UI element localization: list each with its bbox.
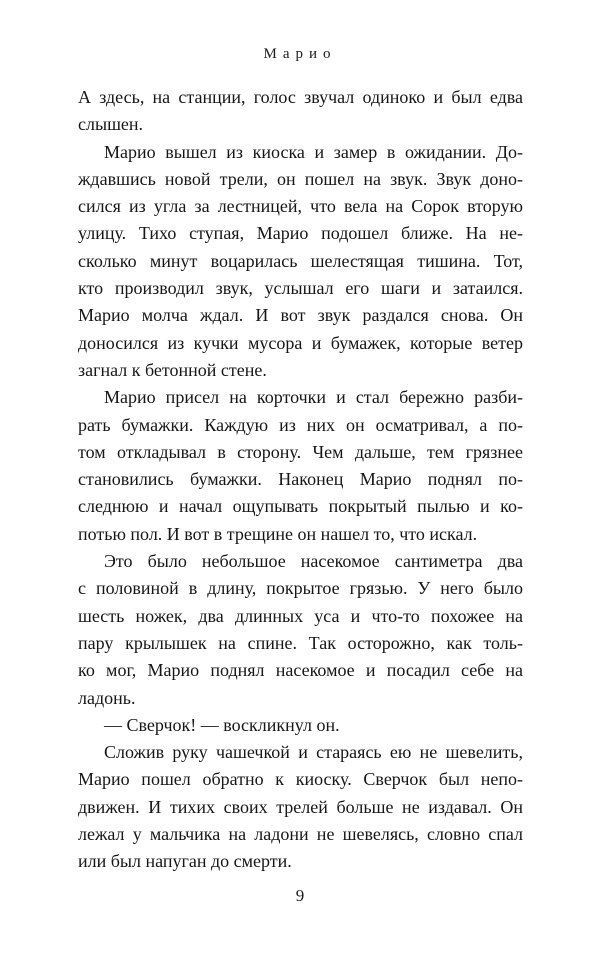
text-line: с половиной в длину, покрытое грязью. У него было: [78, 578, 523, 599]
text-line: улицу. Тихо ступая, Марио подошел ближе. На не-: [78, 223, 523, 244]
text-line: доносился из кучки мусора и бумажек, которые ветер: [78, 332, 523, 353]
text-line: следнюю и начал ощупывать покрытый пылью и ко-: [78, 496, 523, 517]
text-line: том откладывал в сторону. Чем дальше, тем грязнее: [78, 441, 523, 462]
text-line: Марио присел на корточки и стал бережно разби-: [104, 387, 523, 408]
text-line: Марио молча ждал. И вот звук раздался снова. Он: [78, 305, 523, 326]
text-line: Это было небольшое насекомое сантиметра два: [104, 551, 523, 572]
text-line: движен. И тихих своих трелей больше не издавал. Он: [78, 796, 523, 817]
text-line: или был напуган до смерти.: [78, 851, 292, 872]
page-number: 9: [295, 886, 305, 905]
text-line: кто производил звук, услышал его шаги и затаился.: [78, 278, 523, 299]
paragraph: [78, 84, 523, 139]
text-line: Сложив руку чашечкой и стараясь ею не шевелить,: [104, 742, 523, 763]
text-line: лежал у мальчика на ладони не шевелясь, словно спал: [78, 824, 523, 845]
paragraph: [78, 739, 523, 875]
text-line: слышен.: [78, 114, 144, 135]
running-header: Марио: [263, 46, 337, 62]
text-line: рать бумажки. Каждую из них он осматривал, а по-: [78, 414, 523, 435]
paragraph: [78, 548, 523, 712]
text-line: становились бумажки. Наконец Марио поднял по-: [78, 469, 523, 490]
text-block: [78, 84, 523, 876]
paragraph: [78, 384, 523, 548]
text-line: потью пол. И вот в трещине он нашел то, что искал.: [78, 523, 478, 544]
paragraph: [78, 712, 523, 739]
text-line: сколько минут воцарилась шелестящая тишина. Тот,: [78, 250, 523, 271]
text-line: А здесь, на станции, голос звучал одиноко и был едва: [78, 87, 523, 107]
text-line: Марио пошел обратно к киоску. Сверчок был непо-: [78, 769, 523, 790]
text-line: сился из угла за лестницей, что вела на Сорок вторую: [78, 196, 523, 217]
text-line: — Сверчок! — воскликнул он.: [104, 714, 340, 735]
text-line: ладонь.: [78, 687, 136, 708]
text-line: шесть ножек, два длинных уса и что-то похожее на: [78, 605, 523, 626]
text-line: Марио вышел из киоска и замер в ожидании. До-: [104, 141, 523, 162]
text-line: пару крылышек на спине. Так осторожно, как толь-: [78, 632, 523, 653]
text-line: ждавшись новой трели, он пошел на звук. Звук доно-: [78, 168, 523, 189]
text-line: ко мог, Марио поднял насекомое и посадил себе на: [78, 660, 523, 681]
text-line: загнал к бетонной стене.: [78, 359, 267, 380]
paragraph: [78, 139, 523, 385]
